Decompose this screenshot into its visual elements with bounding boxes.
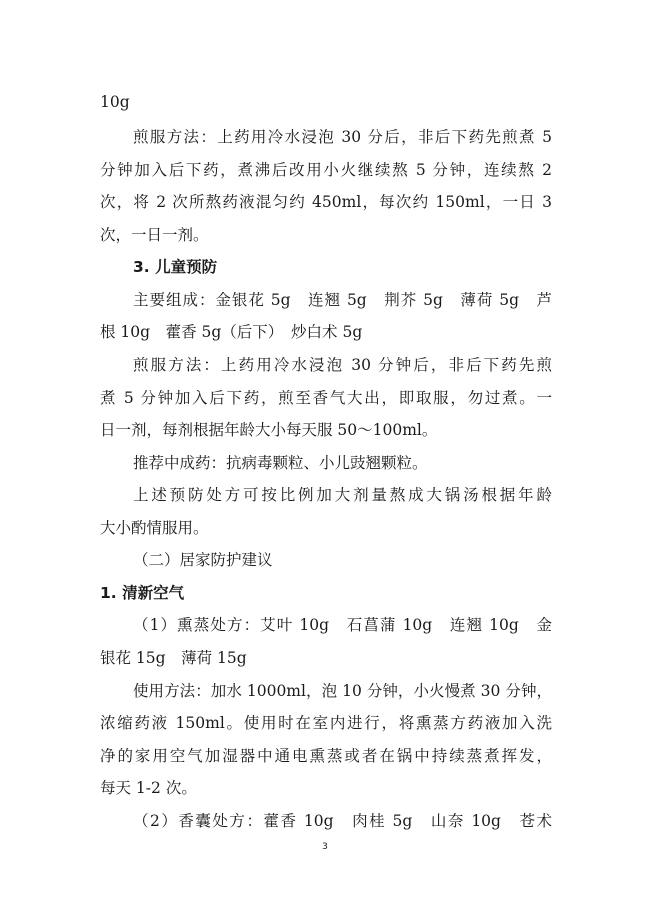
text-line-8: 根 10g 藿香 5g（后下） 炒白术 5g [100, 323, 363, 341]
text-line-22: 每天 1-2 次。 [100, 779, 197, 797]
text-line-12: 推荐中成药：抗病毒颗粒、小儿豉翘颗粒。 [133, 454, 428, 472]
text-line-20: 浓缩药液 150ml。使用时在室内进行，将熏蒸方药液加入洗 [100, 714, 552, 732]
page-number: 3 [322, 842, 328, 852]
text-line-11: 日一剂，每剂根据年龄大小每天服 50～100ml。 [100, 421, 438, 439]
text-line-17: （1）熏蒸处方：艾叶 10g 石菖蒲 10g 连翘 10g 金 [133, 616, 552, 634]
text-line-1: 10g [100, 93, 130, 111]
text-line-4: 次，将 2 次所熬药液混匀约 450ml，每次约 150ml，一日 3 [100, 193, 552, 211]
section-heading-fresh-air: 1. 清新空气 [100, 584, 185, 602]
text-line-5: 次，一日一剂。 [100, 226, 209, 244]
text-line-18: 银花 15g 薄荷 15g [100, 649, 247, 667]
text-line-7: 主要组成：金银花 5g 连翘 5g 荆芥 5g 薄荷 5g 芦 [133, 291, 552, 309]
text-line-2: 煎服方法：上药用冷水浸泡 30 分后，非后下药先煎煮 5 [133, 128, 552, 146]
text-line-3: 分钟加入后下药，煮沸后改用小火继续熬 5 分钟，连续熬 2 [100, 161, 552, 179]
text-line-10: 煮 5 分钟加入后下药，煎至香气大出，即取服，勿过煮。一 [100, 389, 552, 407]
text-line-19: 使用方法：加水 1000ml，泡 10 分钟，小火慢煮 30 分钟， [133, 682, 552, 700]
section-heading-home-protection: （二）居家防护建议 [133, 551, 273, 569]
section-heading-children-prevention: 3. 儿童预防 [133, 258, 218, 276]
text-line-14: 大小酌情服用。 [100, 519, 209, 537]
text-line-23: （2）香囊处方：藿香 10g 肉桂 5g 山奈 10g 苍术 [133, 812, 552, 830]
text-line-21: 净的家用空气加湿器中通电熏蒸或者在锅中持续蒸煮挥发， [100, 747, 552, 765]
text-line-13: 上述预防处方可按比例加大剂量熬成大锅汤根据年龄 [133, 486, 552, 504]
text-line-9: 煎服方法：上药用冷水浸泡 30 分钟后，非后下药先煎 [133, 356, 552, 374]
